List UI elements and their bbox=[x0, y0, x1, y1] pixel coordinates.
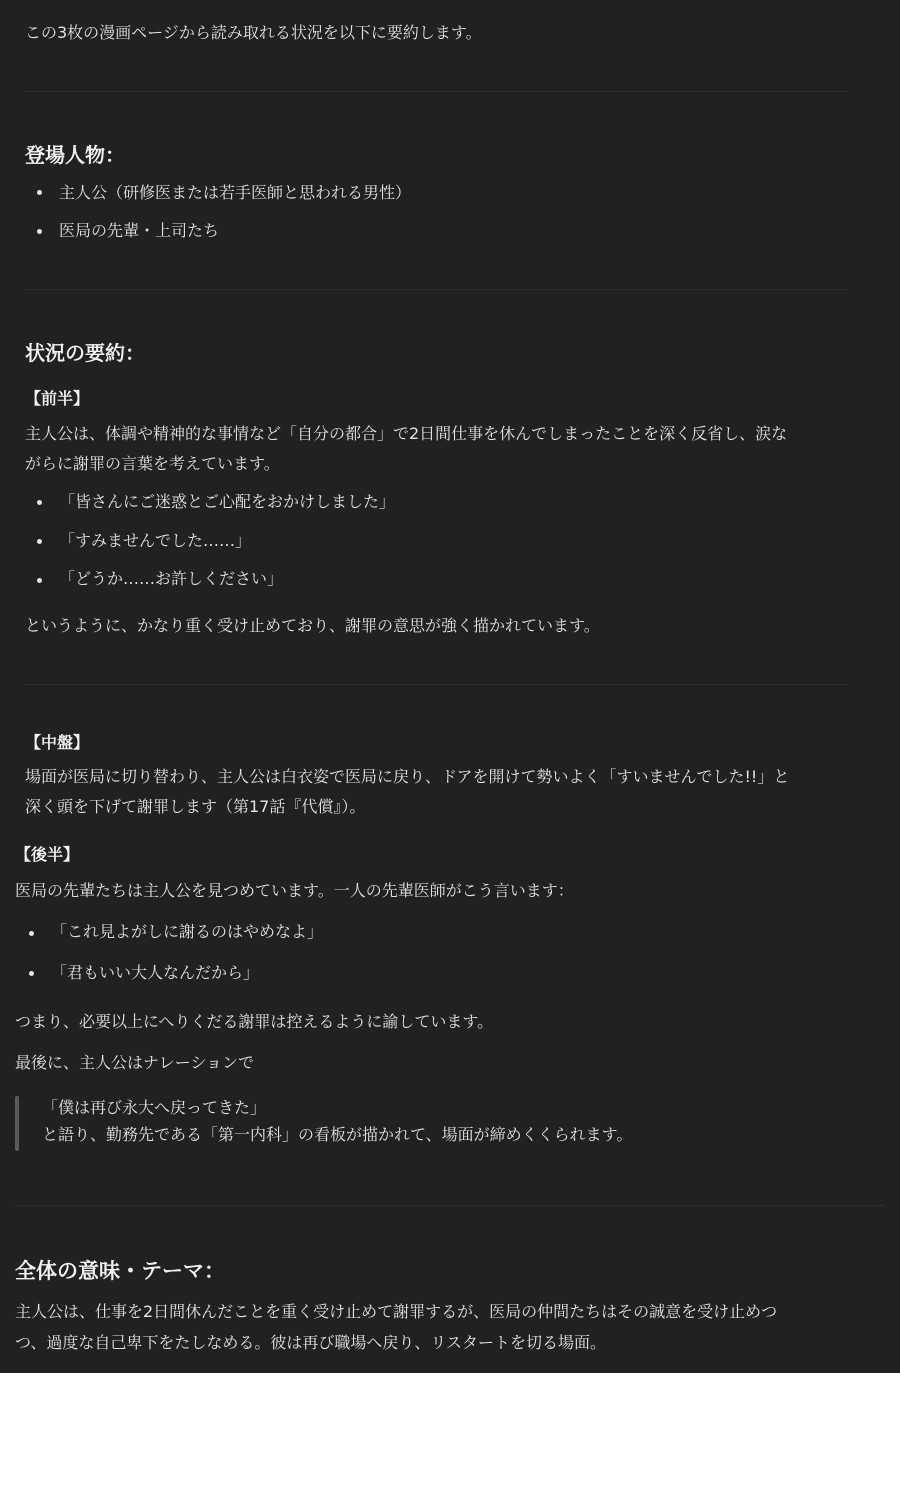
middle-paragraph-line: 場面が医局に切り替わり、主人公は白衣姿で医局に戻り、ドアを開けて勢いよく「すいませんでした!!」と bbox=[25, 767, 790, 786]
middle-paragraph-line: 深く頭を下げて謝罪します（第17話『代償』）。 bbox=[25, 797, 366, 816]
character-item: 主人公（研修医または若手医師と思われる男性） bbox=[59, 183, 412, 202]
first-half-paragraph-line: 主人公は、体調や精神的な事情など「自分の都合」で2日間仕事を休んでしまったことを深く反省し、涙な bbox=[25, 424, 788, 443]
divider bbox=[25, 684, 847, 685]
bullet-dot bbox=[37, 229, 42, 234]
character-item: 医局の先輩・上司たち bbox=[59, 221, 220, 240]
apology-quote-item: 「すみませんでした……」 bbox=[59, 531, 252, 550]
bullet-dot bbox=[37, 190, 42, 195]
latter-half-paragraph: 医局の先輩たちは主人公を見つめています。一人の先輩医師がこう言います： bbox=[15, 881, 574, 900]
bullet-dot bbox=[29, 931, 34, 936]
divider bbox=[25, 289, 847, 290]
theme-paragraph-line: 主人公は、仕事を2日間休んだことを重く受け止めて謝罪するが、医局の仲間たちはその誠意を受け止めつ bbox=[15, 1302, 778, 1321]
senior-quote-item: 「これ見よがしに謝るのはやめなよ」 bbox=[51, 922, 324, 941]
first-half-conclusion: というように、かなり重く受け止めており、謝罪の意思が強く描かれています。 bbox=[25, 616, 600, 635]
bullet-dot bbox=[37, 500, 42, 505]
latter-half-conclusion: つまり、必要以上にへりくだる謝罪は控えるように諭しています。 bbox=[15, 1012, 494, 1031]
theme-heading: 全体の意味・テーマ： bbox=[15, 1259, 225, 1283]
theme-paragraph-line: つ、過度な自己卑下をたしなめる。彼は再び職場へ戻り、リスタートを切る場面。 bbox=[15, 1333, 607, 1352]
intro-text: この3枚の漫画ページから読み取れる状況を以下に要約します。 bbox=[25, 23, 482, 42]
latter-half-label: 【後半】 bbox=[15, 845, 80, 864]
narration-intro: 最後に、主人公はナレーションで bbox=[15, 1053, 255, 1072]
apology-quote-item: 「どうか……お許しください」 bbox=[59, 569, 284, 588]
middle-label: 【中盤】 bbox=[25, 733, 90, 752]
blockquote-line: と語り、勤務先である「第一内科」の看板が描かれて、場面が締めくくられます。 bbox=[42, 1125, 633, 1144]
characters-heading: 登場人物： bbox=[25, 143, 125, 167]
divider bbox=[15, 1205, 885, 1206]
divider bbox=[25, 91, 847, 92]
bullet-dot bbox=[37, 578, 42, 583]
blockquote-line: 「僕は再び永大へ戻ってきた」 bbox=[42, 1098, 267, 1117]
first-half-label: 【前半】 bbox=[25, 389, 90, 408]
summary-heading: 状況の要約： bbox=[25, 341, 145, 365]
bullet-dot bbox=[29, 971, 34, 976]
blockquote-bar bbox=[15, 1096, 19, 1151]
apology-quote-item: 「皆さんにご迷惑とご心配をおかけしました」 bbox=[59, 492, 396, 511]
first-half-paragraph-line: がらに謝罪の言葉を考えています。 bbox=[25, 454, 280, 473]
senior-quote-item: 「君もいい大人なんだから」 bbox=[51, 963, 260, 982]
bullet-dot bbox=[37, 539, 42, 544]
